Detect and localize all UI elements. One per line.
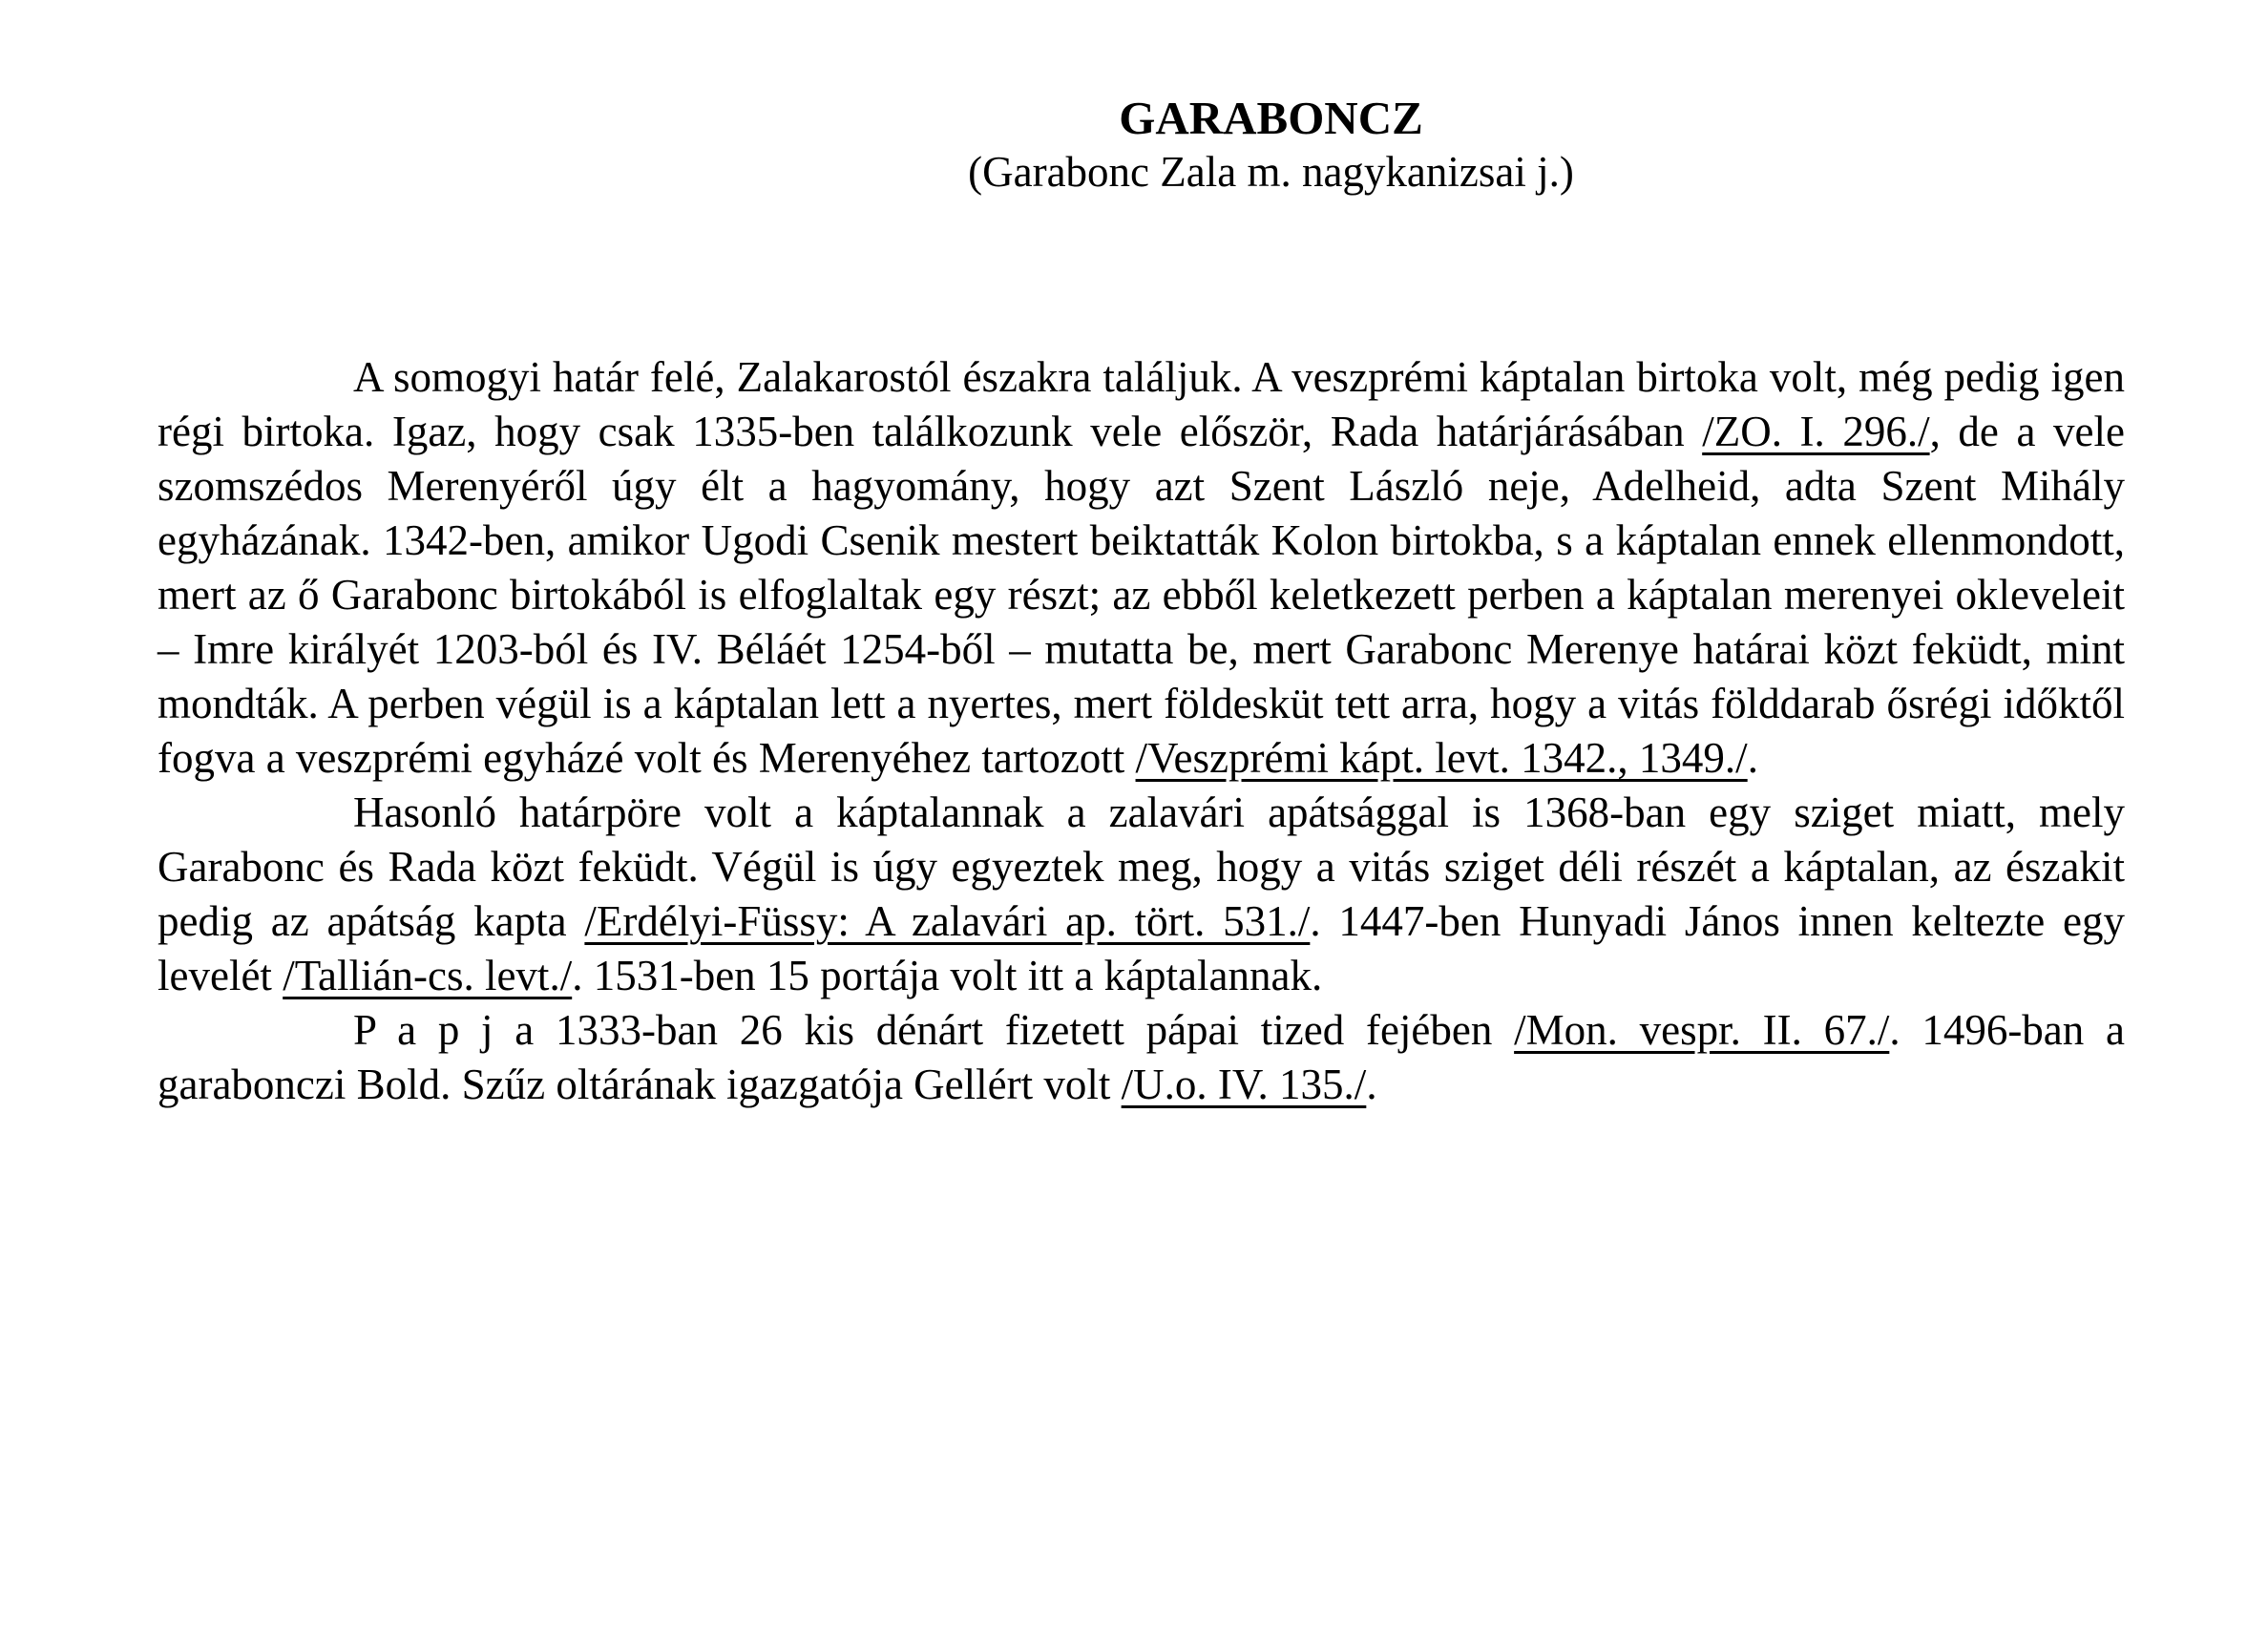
body-text: P a p j a 1333-ban 26 kis dénárt fizetett pápai tized fejében [353,1006,1515,1054]
page-title: GARABONCZ [1119,92,1423,144]
page-subtitle: (Garabonc Zala m. nagykanizsai j.) [968,148,1574,196]
document-heading [158,0,2125,200]
paragraph [158,1003,2125,1112]
body-text: . 1531-ben 15 portája volt itt a káptalannak. [572,952,1323,999]
paragraph [158,786,2125,1003]
document-body [158,350,2125,1112]
citation-reference: /ZO. I. 296./ [1702,408,1930,455]
body-text: , de a vele szomszédos Merenyéről úgy élt a hagyomány, hogy azt Szent László neje, Adelheid, adta Szent Mihály egyházának. 1342-ben, amikor Ugodi Csenik mestert beiktatták Kolon birtokba, s a káptalan ennek ellenmondott, mert az ő Garabonc birtokából is elfoglaltak egy részt; az ebből keletkezett perben a káptalan merenyei okleveleit – Imre királyét 1203-ból és IV. Béláét 1254-ből – mutatta be, mert Garabonc Merenye határai közt feküdt, mint mondták. A perben végül is a káptalan lett a nyertes, mert földesküt tett arra, hogy a vitás földdarab ősrégi időktől fogva a veszprémi egyházé volt és Merenyéhez tartozott [158,408,2125,782]
citation-reference: /Veszprémi kápt. levt. 1342., 1349./ [1135,734,1748,782]
body-text: Hasonló határpöre volt a káptalannak a zalavári apátsággal is 1368-ban egy sziget miatt, mely Garabonc és Rada közt feküdt. Végül is úgy egyeztek meg, hogy a vitás sziget déli részét a káptalan, az északit pedig az apátság kapta [158,788,2125,945]
citation-reference: /Tallián-cs. levt./ [283,952,573,999]
citation-reference: /U.o. IV. 135./ [1121,1061,1367,1108]
body-text: . [1747,734,1758,782]
paragraph [158,350,2125,786]
body-text: . [1366,1061,1377,1108]
body-text: . 1496-ban a garabonczi Bold. Szűz oltárának igazgatója Gellért volt [158,1006,2125,1108]
citation-reference: /Erdélyi-Füssy: A zalavári ap. tört. 531./ [584,897,1311,945]
citation-reference: /Mon. vespr. II. 67./ [1514,1006,1890,1054]
body-text: . 1447-ben Hunyadi János innen keltezte egy levelét [158,897,2125,999]
body-text: A somogyi határ felé, Zalakarostól északra találjuk. A veszprémi káptalan birtoka volt, még pedig igen régi birtoka. Igaz, hogy csak 1335-ben találkozunk vele először, Rada határjárásában [158,353,2125,455]
